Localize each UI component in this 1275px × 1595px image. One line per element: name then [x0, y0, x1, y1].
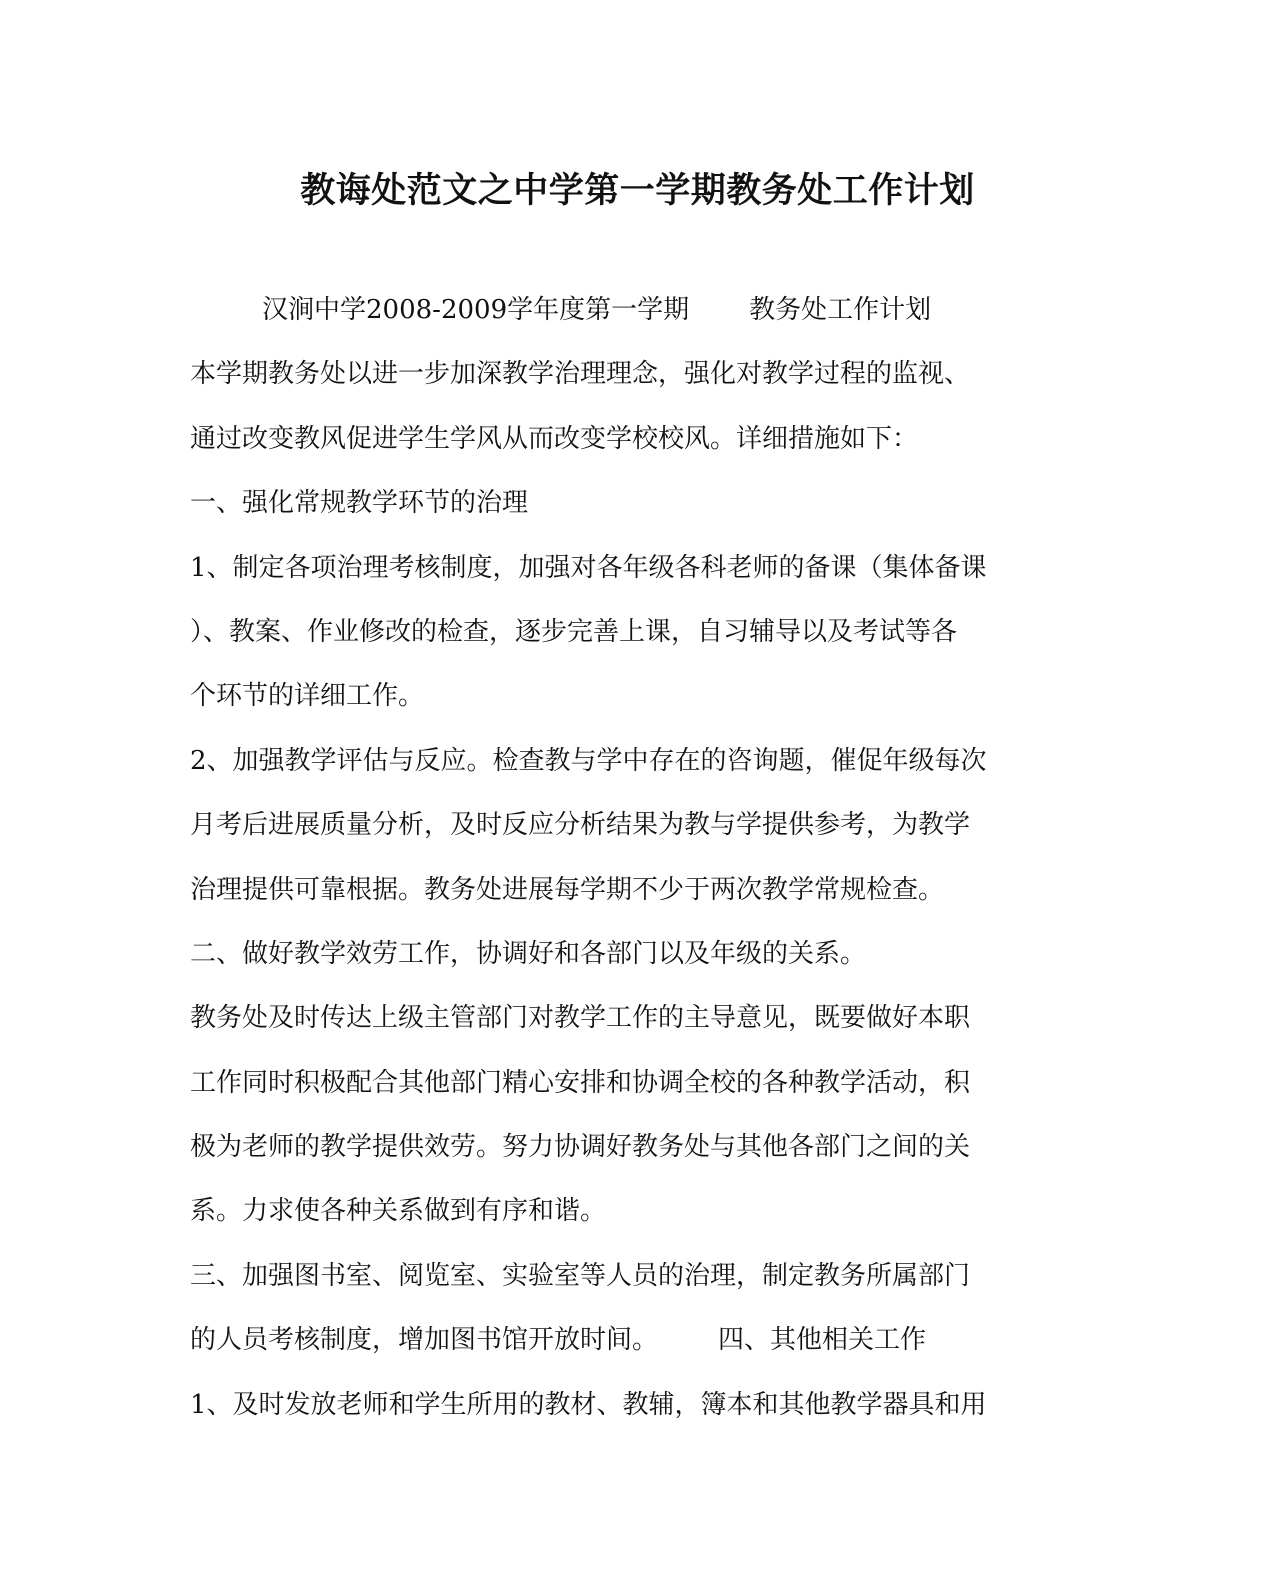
subtitle-school-term: 汉涧中学2008-2009学年度第一学期	[262, 295, 690, 325]
paragraph-line: 系。力求使各种关系做到有序和谐。	[190, 1196, 607, 1227]
paragraph-line: 本学期教务处以进一步加深教学治理理念，强化对教学过程的监视、	[190, 359, 971, 390]
document-title: 教诲处范文之中学第一学期教务处工作计划	[300, 170, 975, 211]
section-heading: 一、强化常规教学环节的治理	[190, 488, 529, 519]
subtitle-line	[190, 278, 1070, 342]
paragraph-line: 月考后进展质量分析，及时反应分析结果为教与学提供参考，为教学	[190, 810, 971, 841]
subtitle-plan: 教务处工作计划	[749, 295, 932, 325]
paragraph-line: 教务处及时传达上级主管部门对教学工作的主导意见，既要做好本职	[190, 1003, 971, 1034]
document-body	[190, 278, 1070, 1437]
split-paragraph-line	[190, 1308, 1070, 1372]
section-heading-inline: 四、其他相关工作	[718, 1325, 927, 1356]
paragraph-line: ）、教案、作业修改的检查，逐步完善上课，自习辅导以及考试等各	[190, 616, 958, 647]
paragraph-line: 治理提供可靠根据。教务处进展每学期不少于两次教学常规检查。	[190, 874, 945, 905]
paragraph-line-end: 的人员考核制度，增加图书馆开放时间。	[190, 1325, 659, 1356]
paragraph-line: 1、及时发放老师和学生所用的教材、教辅，簿本和其他教学器具和用	[190, 1389, 987, 1420]
paragraph-line: 1、制定各项治理考核制度，加强对各年级各科老师的备课（集体备课	[190, 552, 987, 583]
paragraph-line: 极为老师的教学提供效劳。努力协调好教务处与其他各部门之间的关	[190, 1132, 971, 1163]
section-heading: 二、做好教学效劳工作，协调好和各部门以及年级的关系。	[190, 938, 867, 969]
paragraph-line: 工作同时积极配合其他部门精心安排和协调全校的各种教学活动，积	[190, 1067, 971, 1098]
paragraph-line: 通过改变教风促进学生学风从而改变学校校风。详细措施如下：	[190, 423, 919, 454]
section-heading: 三、加强图书室、阅览室、实验室等人员的治理，制定教务所属部门	[190, 1260, 971, 1291]
paragraph-line: 个环节的详细工作。	[190, 681, 425, 712]
paragraph-line: 2、加强教学评估与反应。检查教与学中存在的咨询题，催促年级每次	[190, 745, 987, 776]
